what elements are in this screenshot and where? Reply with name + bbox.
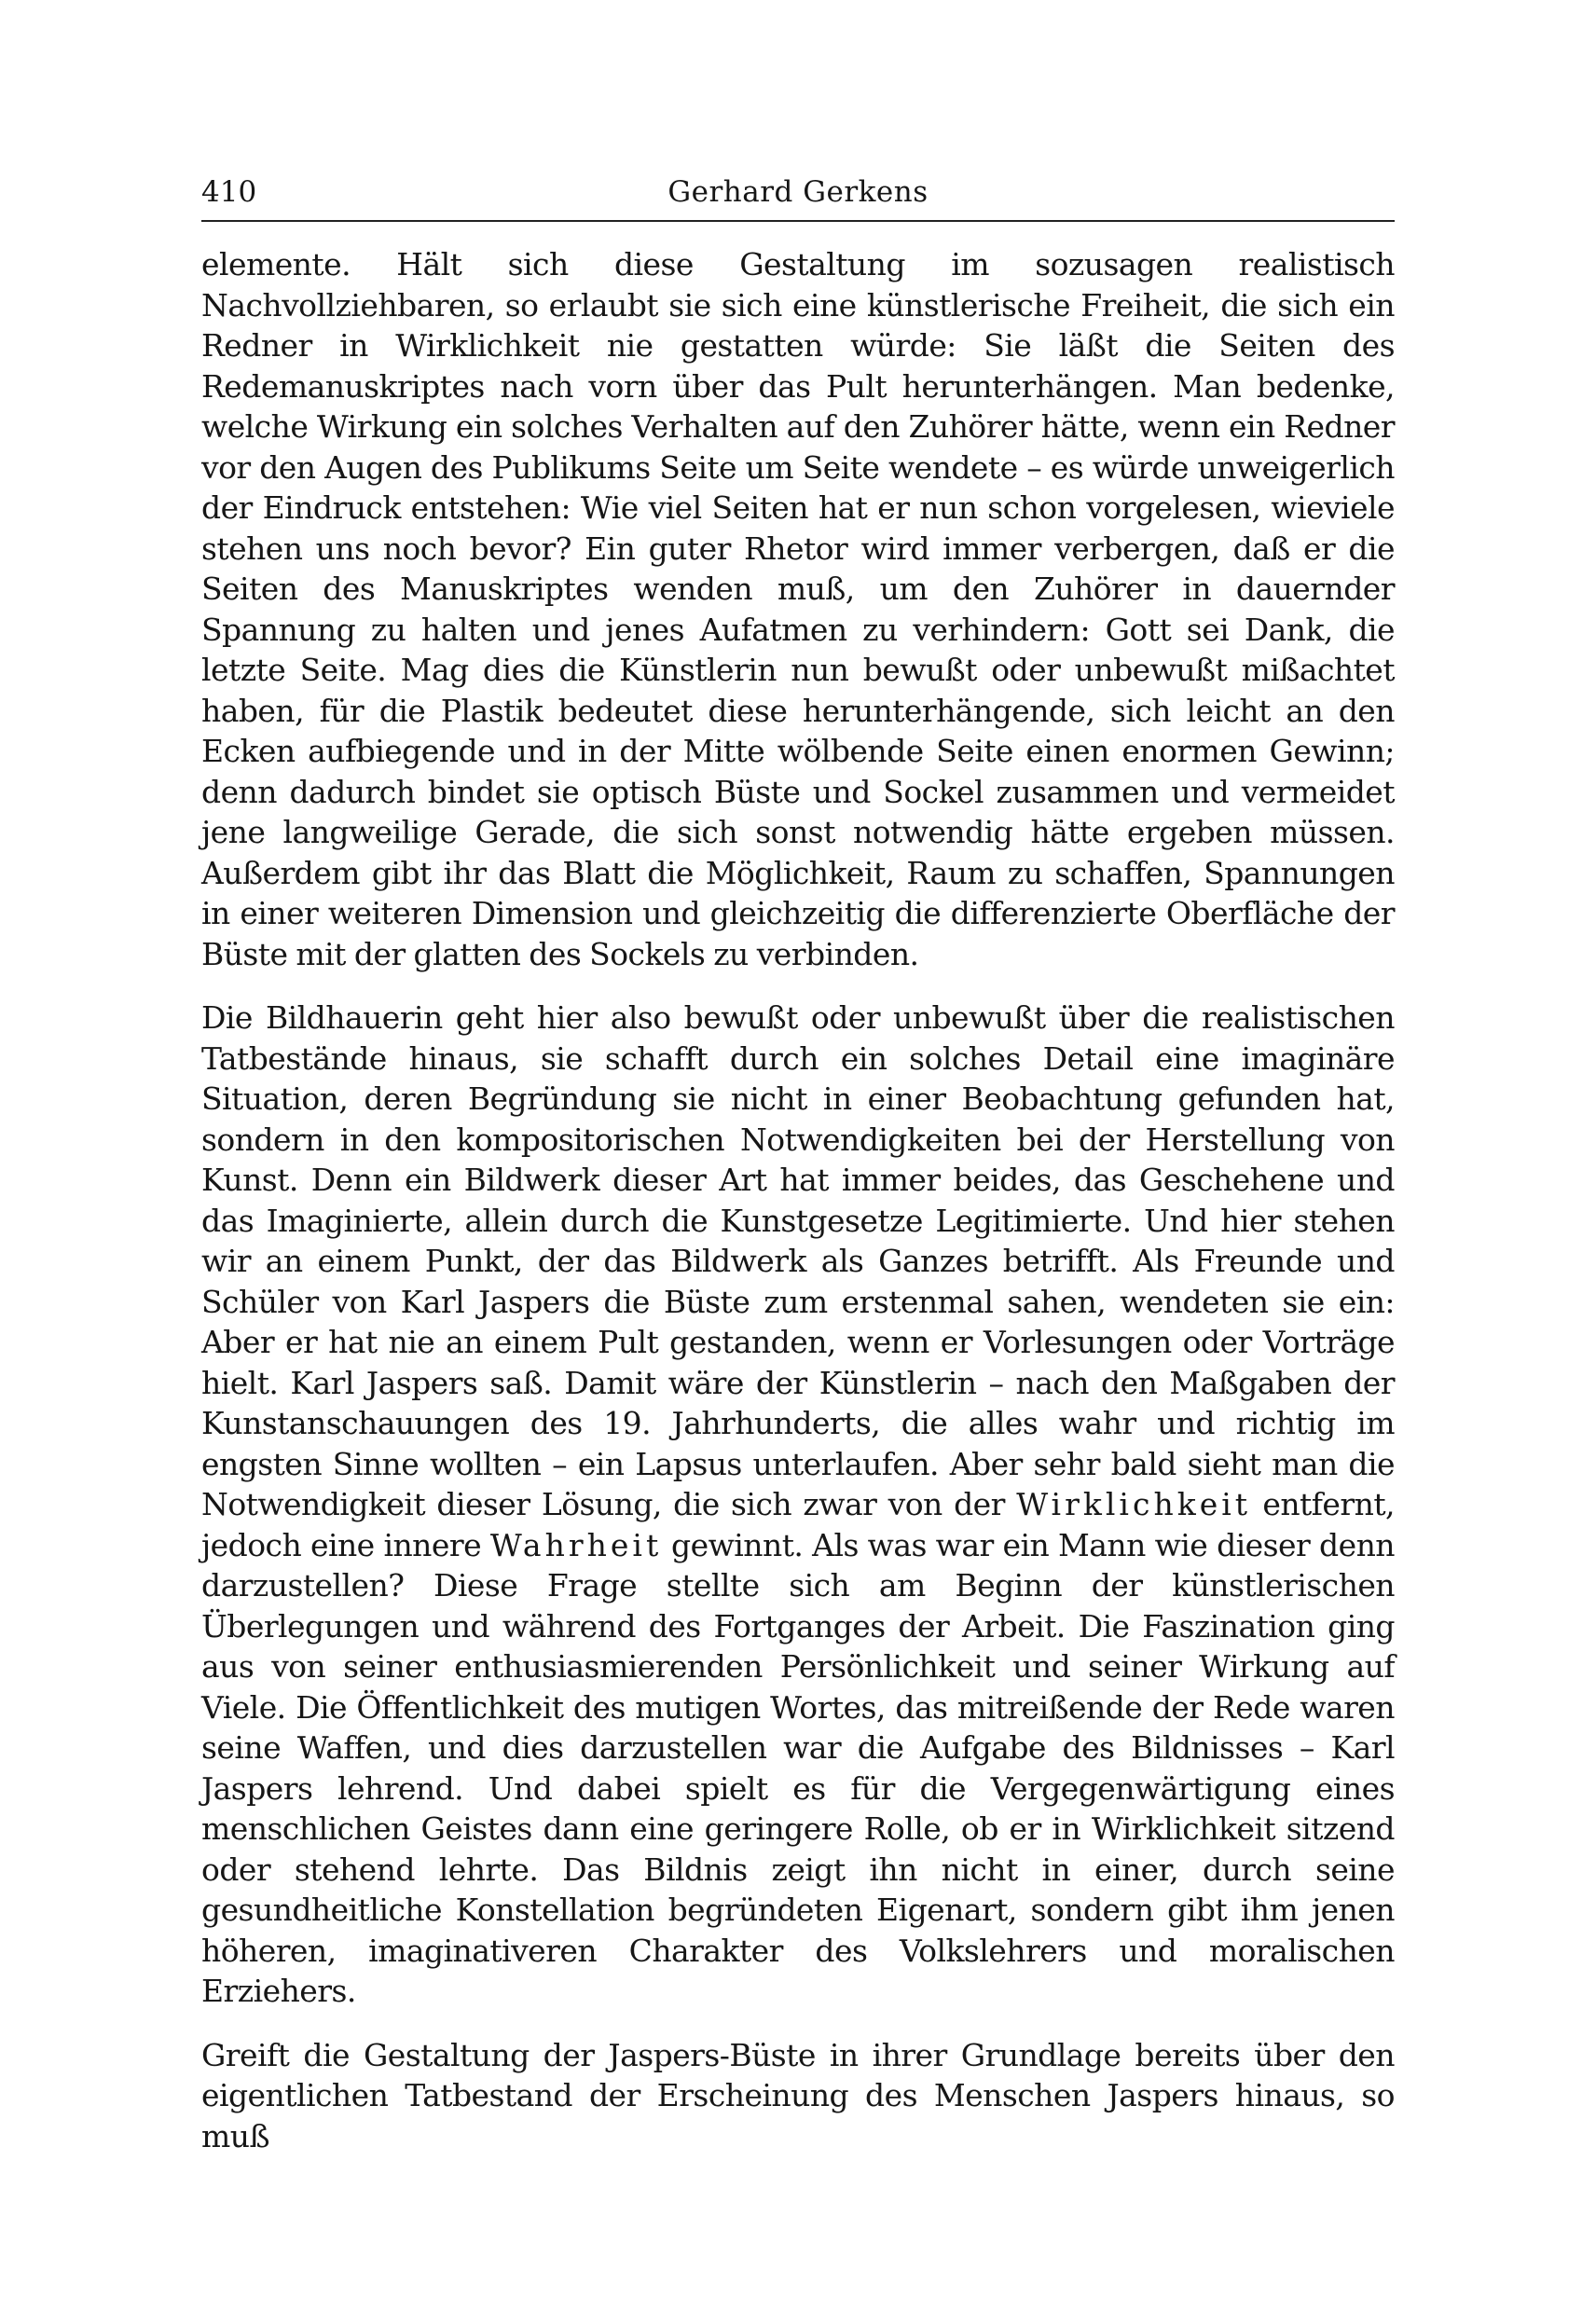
- emphasis-wirklichkeit: Wirklichkeit: [1016, 1486, 1252, 1522]
- paragraph-text: Die Bildhauerin geht hier also bewußt oder unbewußt über die realistischen Tatbestände hinaus, sie schafft durch ein solches Detail eine imaginäre Situation, deren Begründung sie nicht in einer Beobachtung gefunden hat, sondern in den kompositorischen Notwendigkeiten bei der Herstellung von Kunst. Denn ein Bildwerk dieser Art hat immer beides, das Geschehene und das Imaginierte, allein durch die Kunstgesetze Legitimierte. Und hier stehen wir an einem Punkt, der das Bildwerk als Ganzes betrifft. Als Freunde und Schüler von Karl Jaspers die Büste zum erstenmal sahen, wendeten sie ein: Aber er hat nie an einem Pult gestanden, wenn er Vorlesungen oder Vorträge hielt. Karl Jaspers saß. Damit wäre der Künstlerin – nach den Maßgaben der Kunstanschauungen des 19. Jahrhunderts, die alles wahr und richtig im engsten Sinne wollten – ein Lapsus unterlaufen. Aber sehr bald sieht man die Notwendigkeit dieser Lösung, die sich zwar von der: [201, 999, 1395, 1522]
- running-head-author: Gerhard Gerkens: [667, 175, 929, 209]
- paragraph-1: [201, 244, 1395, 974]
- paragraph-text: Greift die Gestaltung der Jaspers-Büste in ihrer Grundlage bereits über den eigentlichen Tatbestand der Erscheinung des Menschen Jaspers hinaus, so muß: [201, 2036, 1395, 2154]
- paragraph-text: elemente. Hält sich diese Gestaltung im sozusagen realistisch Nachvollziehbaren, so erlaubt sie sich eine künstlerische Freiheit, die sich ein Redner in Wirklichkeit nie gestatten würde: Sie läßt die Seiten des Redemanuskriptes nach vorn über das Pult herunterhängen. Man bedenke, welche Wirkung ein solches Verhalten auf den Zuhörer hätte, wenn ein Redner vor den Augen des Publikums Seite um Seite wendete – es würde unweigerlich der Eindruck entstehen: Wie viel Seiten hat er nun schon vorgelesen, wieviele stehen uns noch bevor? Ein guter Rhetor wird immer verbergen, daß er die Seiten des Manuskriptes wenden muß, um den Zuhörer in dauernder Spannung zu halten und jenes Aufatmen zu verhindern: Gott sei Dank, die letzte Seite. Mag dies die Künstlerin nun bewußt oder unbewußt mißachtet haben, für die Plastik bedeutet diese herunterhängende, sich leicht an den Ecken aufbiegende und in der Mitte wölbende Seite einen enormen Gewinn; denn dadurch bindet sie optisch Büste und Sockel zusammen und vermeidet jene langweilige Gerade, die sich sonst notwendig hätte ergeben müssen. Außerdem gibt ihr das Blatt die Möglichkeit, Raum zu schaffen, Spannungen in einer weiteren Dimension und gleichzeitig die differenzierte Oberfläche der Büste mit der glatten des Sockels zu verbinden.: [201, 246, 1395, 972]
- paragraph-text: entfernt, jedoch eine innere: [201, 1486, 1395, 1563]
- paragraph-text: gewinnt. Als was war ein Mann wie dieser denn darzustellen? Diese Frage stellte sich am Beginn der künstlerischen Überlegungen und während des Fortganges der Arbeit. Die Faszination ging aus von seiner enthusiasmierenden Persönlichkeit und seiner Wirkung auf Viele. Die Öffentlichkeit des mutigen Wortes, das mitreißende der Rede waren seine Waffen, und dies darzustellen war die Aufgabe des Bildnisses – Karl Jaspers lehrend. Und dabei spielt es für die Vergegenwärtigung eines menschlichen Geistes dann eine geringere Rolle, ob er in Wirklichkeit sitzend oder stehend lehrte. Das Bildnis zeigt ihn nicht in einer, durch seine gesundheitliche Konstellation begründeten Eigenart, sondern gibt ihm jenen höheren, imaginativeren Charakter des Volkslehrers und moralischen Erziehers.: [201, 1526, 1395, 2009]
- page-number: 410: [201, 175, 257, 209]
- header-rule: [201, 220, 1395, 222]
- paragraph-2: [201, 998, 1395, 2012]
- body-text: [201, 244, 1395, 2156]
- paragraph-3: [201, 2035, 1395, 2157]
- running-head: [201, 168, 1395, 216]
- emphasis-wahrheit: Wahrheit: [489, 1526, 663, 1563]
